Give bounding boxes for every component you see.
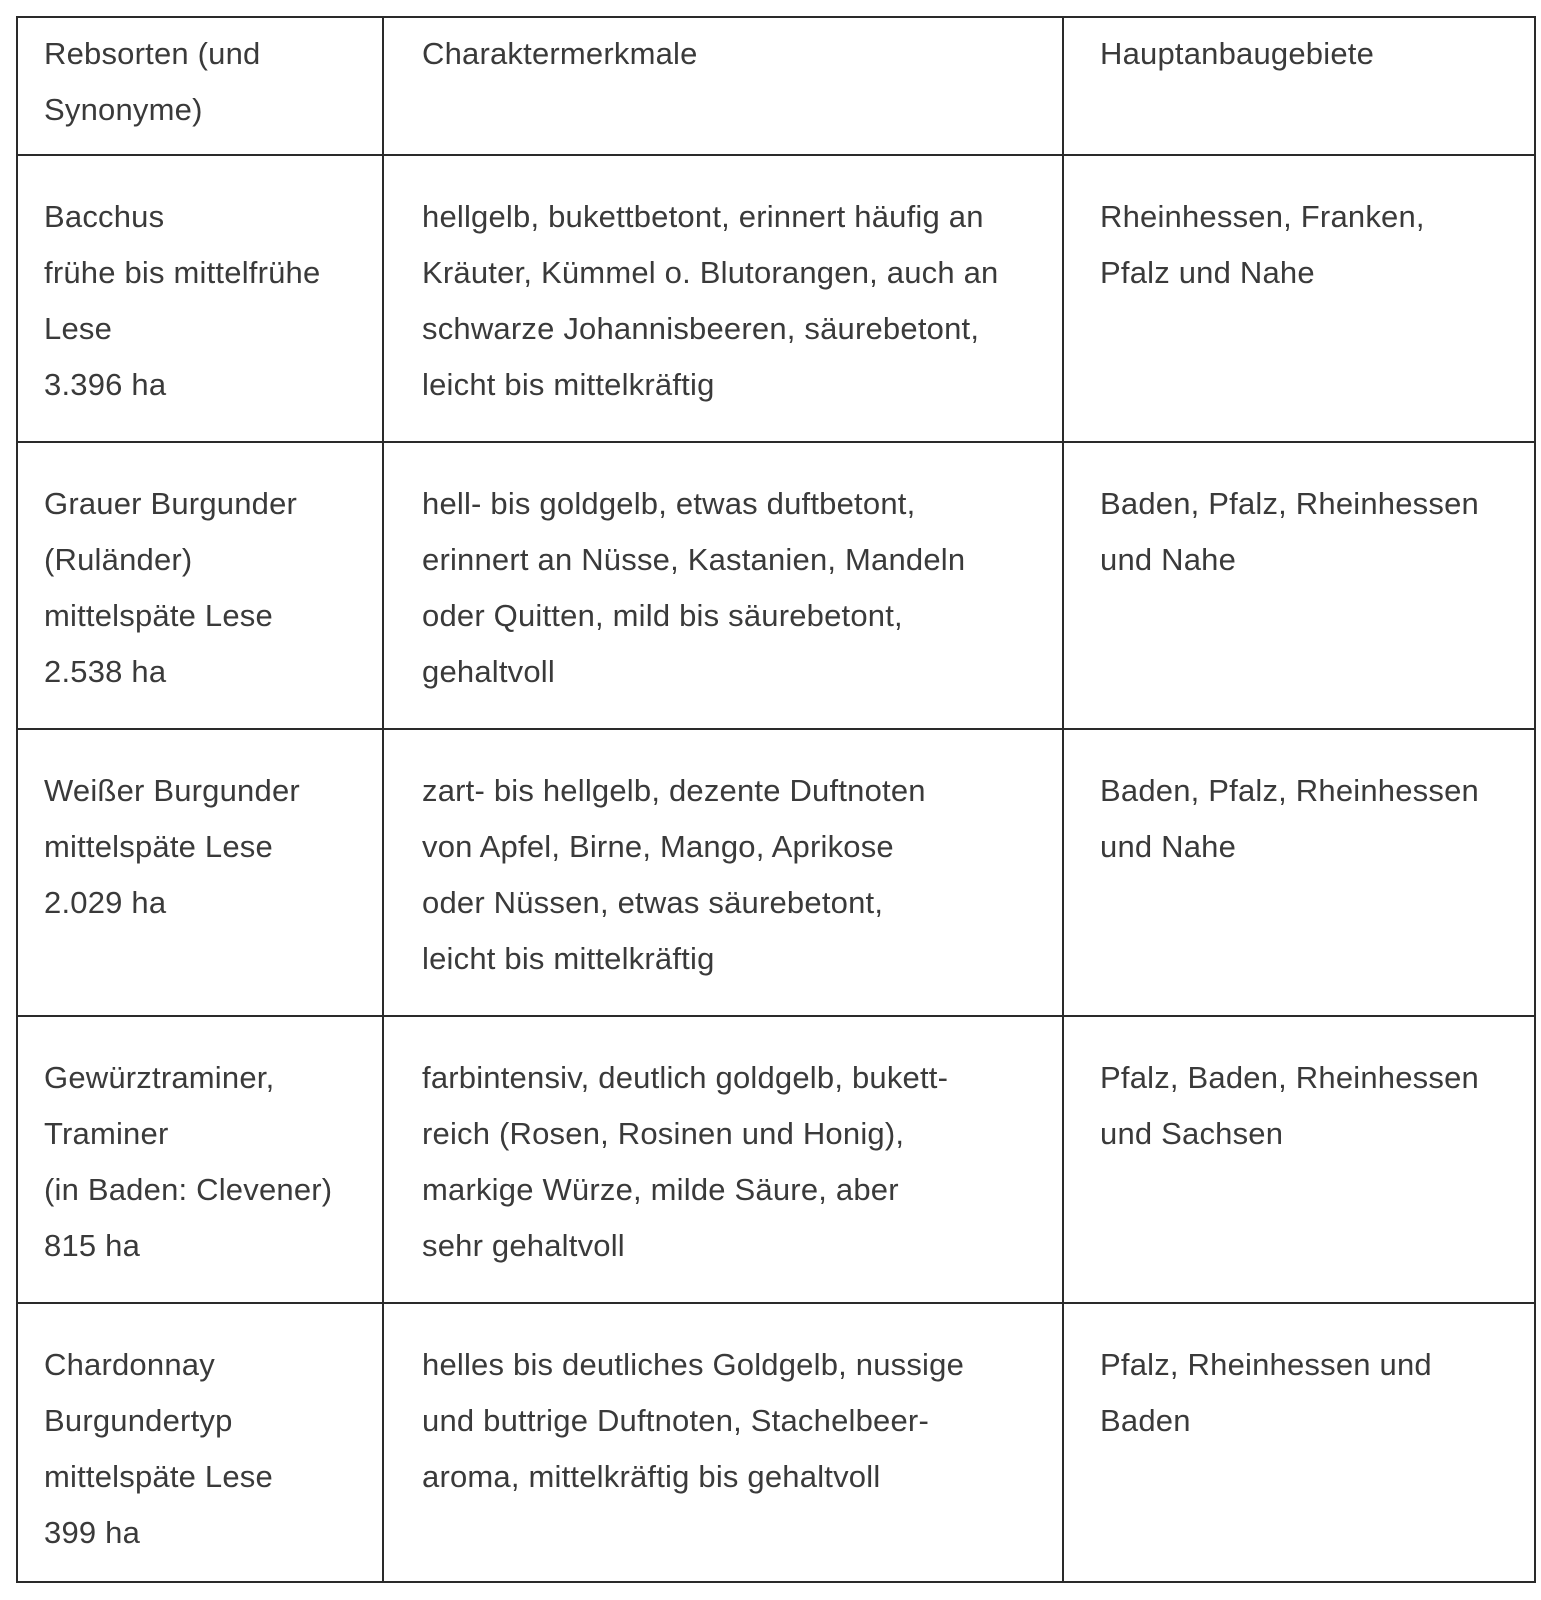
regions-cell	[1063, 729, 1535, 1016]
variety-cell	[17, 155, 383, 442]
character-line: hellgelb, bukettbetont, erinnert häufig an	[422, 199, 984, 234]
character-line: reich (Rosen, Rosinen und Honig),	[422, 1116, 905, 1151]
character-cell	[383, 729, 1063, 1016]
variety-line: mittelspäte Lese	[44, 598, 273, 633]
regions-cell	[1063, 1303, 1535, 1582]
character-line: leicht bis mittelkräftig	[422, 367, 715, 402]
table-row	[17, 442, 1535, 729]
variety-line: 815 ha	[44, 1228, 141, 1263]
table-row	[17, 155, 1535, 442]
character-line: Kräuter, Kümmel o. Blutorangen, auch an	[422, 255, 999, 290]
character-line: oder Nüssen, etwas säurebetont,	[422, 885, 884, 920]
variety-line: (Ruländer)	[44, 542, 193, 577]
variety-line: mittelspäte Lese	[44, 829, 273, 864]
variety-line: 2.538 ha	[44, 654, 167, 689]
character-line: sehr gehaltvoll	[422, 1228, 625, 1263]
regions-line: Baden	[1100, 1403, 1191, 1438]
regions-line: Rheinhessen, Franken,	[1100, 199, 1425, 234]
regions-line: Baden, Pfalz, Rheinhessen	[1100, 486, 1479, 521]
variety-line: 3.396 ha	[44, 367, 167, 402]
character-line: helles bis deutliches Goldgelb, nussige	[422, 1347, 965, 1382]
table-row	[17, 1016, 1535, 1303]
character-line: oder Quitten, mild bis säurebetont,	[422, 598, 903, 633]
regions-line: Pfalz und Nahe	[1100, 255, 1315, 290]
variety-line: Gewürztraminer,	[44, 1060, 275, 1095]
variety-line: Lese	[44, 311, 113, 346]
wine-varieties-table-wrapper	[16, 16, 1534, 1583]
character-cell	[383, 155, 1063, 442]
character-line: hell- bis goldgelb, etwas duftbetont,	[422, 486, 916, 521]
character-cell	[383, 442, 1063, 729]
character-line: gehaltvoll	[422, 654, 555, 689]
variety-cell	[17, 1303, 383, 1582]
character-cell	[383, 1016, 1063, 1303]
header-characteristics-line: Charaktermerkmale	[422, 36, 698, 71]
character-line: leicht bis mittelkräftig	[422, 941, 715, 976]
variety-line: 399 ha	[44, 1515, 141, 1550]
character-line: erinnert an Nüsse, Kastanien, Mandeln	[422, 542, 966, 577]
regions-line: und Sachsen	[1100, 1116, 1284, 1151]
header-regions-line: Hauptanbaugebiete	[1100, 36, 1375, 71]
variety-cell	[17, 729, 383, 1016]
regions-line: Pfalz, Rheinhessen und	[1100, 1347, 1432, 1382]
header-cell-regions	[1063, 17, 1535, 155]
variety-cell	[17, 1016, 383, 1303]
character-line: farbintensiv, deutlich goldgelb, bukett-	[422, 1060, 949, 1095]
regions-line: Baden, Pfalz, Rheinhessen	[1100, 773, 1479, 808]
variety-line: 2.029 ha	[44, 885, 167, 920]
variety-line: Weißer Burgunder	[44, 773, 300, 808]
variety-line: frühe bis mittelfrühe	[44, 255, 321, 290]
character-line: aroma, mittelkräftig bis gehaltvoll	[422, 1459, 881, 1494]
variety-line: Grauer Burgunder	[44, 486, 298, 521]
variety-line: Burgundertyp	[44, 1403, 233, 1438]
character-line: zart- bis hellgelb, dezente Duftnoten	[422, 773, 926, 808]
header-varieties-line: Synonyme)	[44, 92, 203, 127]
variety-line: Traminer	[44, 1116, 169, 1151]
variety-line: mittelspäte Lese	[44, 1459, 273, 1494]
character-cell	[383, 1303, 1063, 1582]
table-header-row	[17, 17, 1535, 155]
regions-line: Pfalz, Baden, Rheinhessen	[1100, 1060, 1479, 1095]
variety-line: Bacchus	[44, 199, 165, 234]
character-line: schwarze Johannisbeeren, säurebetont,	[422, 311, 980, 346]
regions-line: und Nahe	[1100, 829, 1237, 864]
character-line: markige Würze, milde Säure, aber	[422, 1172, 899, 1207]
table-row	[17, 1303, 1535, 1582]
variety-line: Chardonnay	[44, 1347, 215, 1382]
variety-cell	[17, 442, 383, 729]
regions-cell	[1063, 1016, 1535, 1303]
regions-cell	[1063, 442, 1535, 729]
wine-varieties-table	[16, 16, 1536, 1583]
regions-line: und Nahe	[1100, 542, 1237, 577]
header-varieties-line: Rebsorten (und	[44, 36, 261, 71]
variety-line: (in Baden: Clevener)	[44, 1172, 333, 1207]
character-line: und buttrige Duftnoten, Stachelbeer-	[422, 1403, 929, 1438]
character-line: von Apfel, Birne, Mango, Aprikose	[422, 829, 894, 864]
regions-cell	[1063, 155, 1535, 442]
header-cell-varieties	[17, 17, 383, 155]
header-cell-characteristics	[383, 17, 1063, 155]
table-row	[17, 729, 1535, 1016]
